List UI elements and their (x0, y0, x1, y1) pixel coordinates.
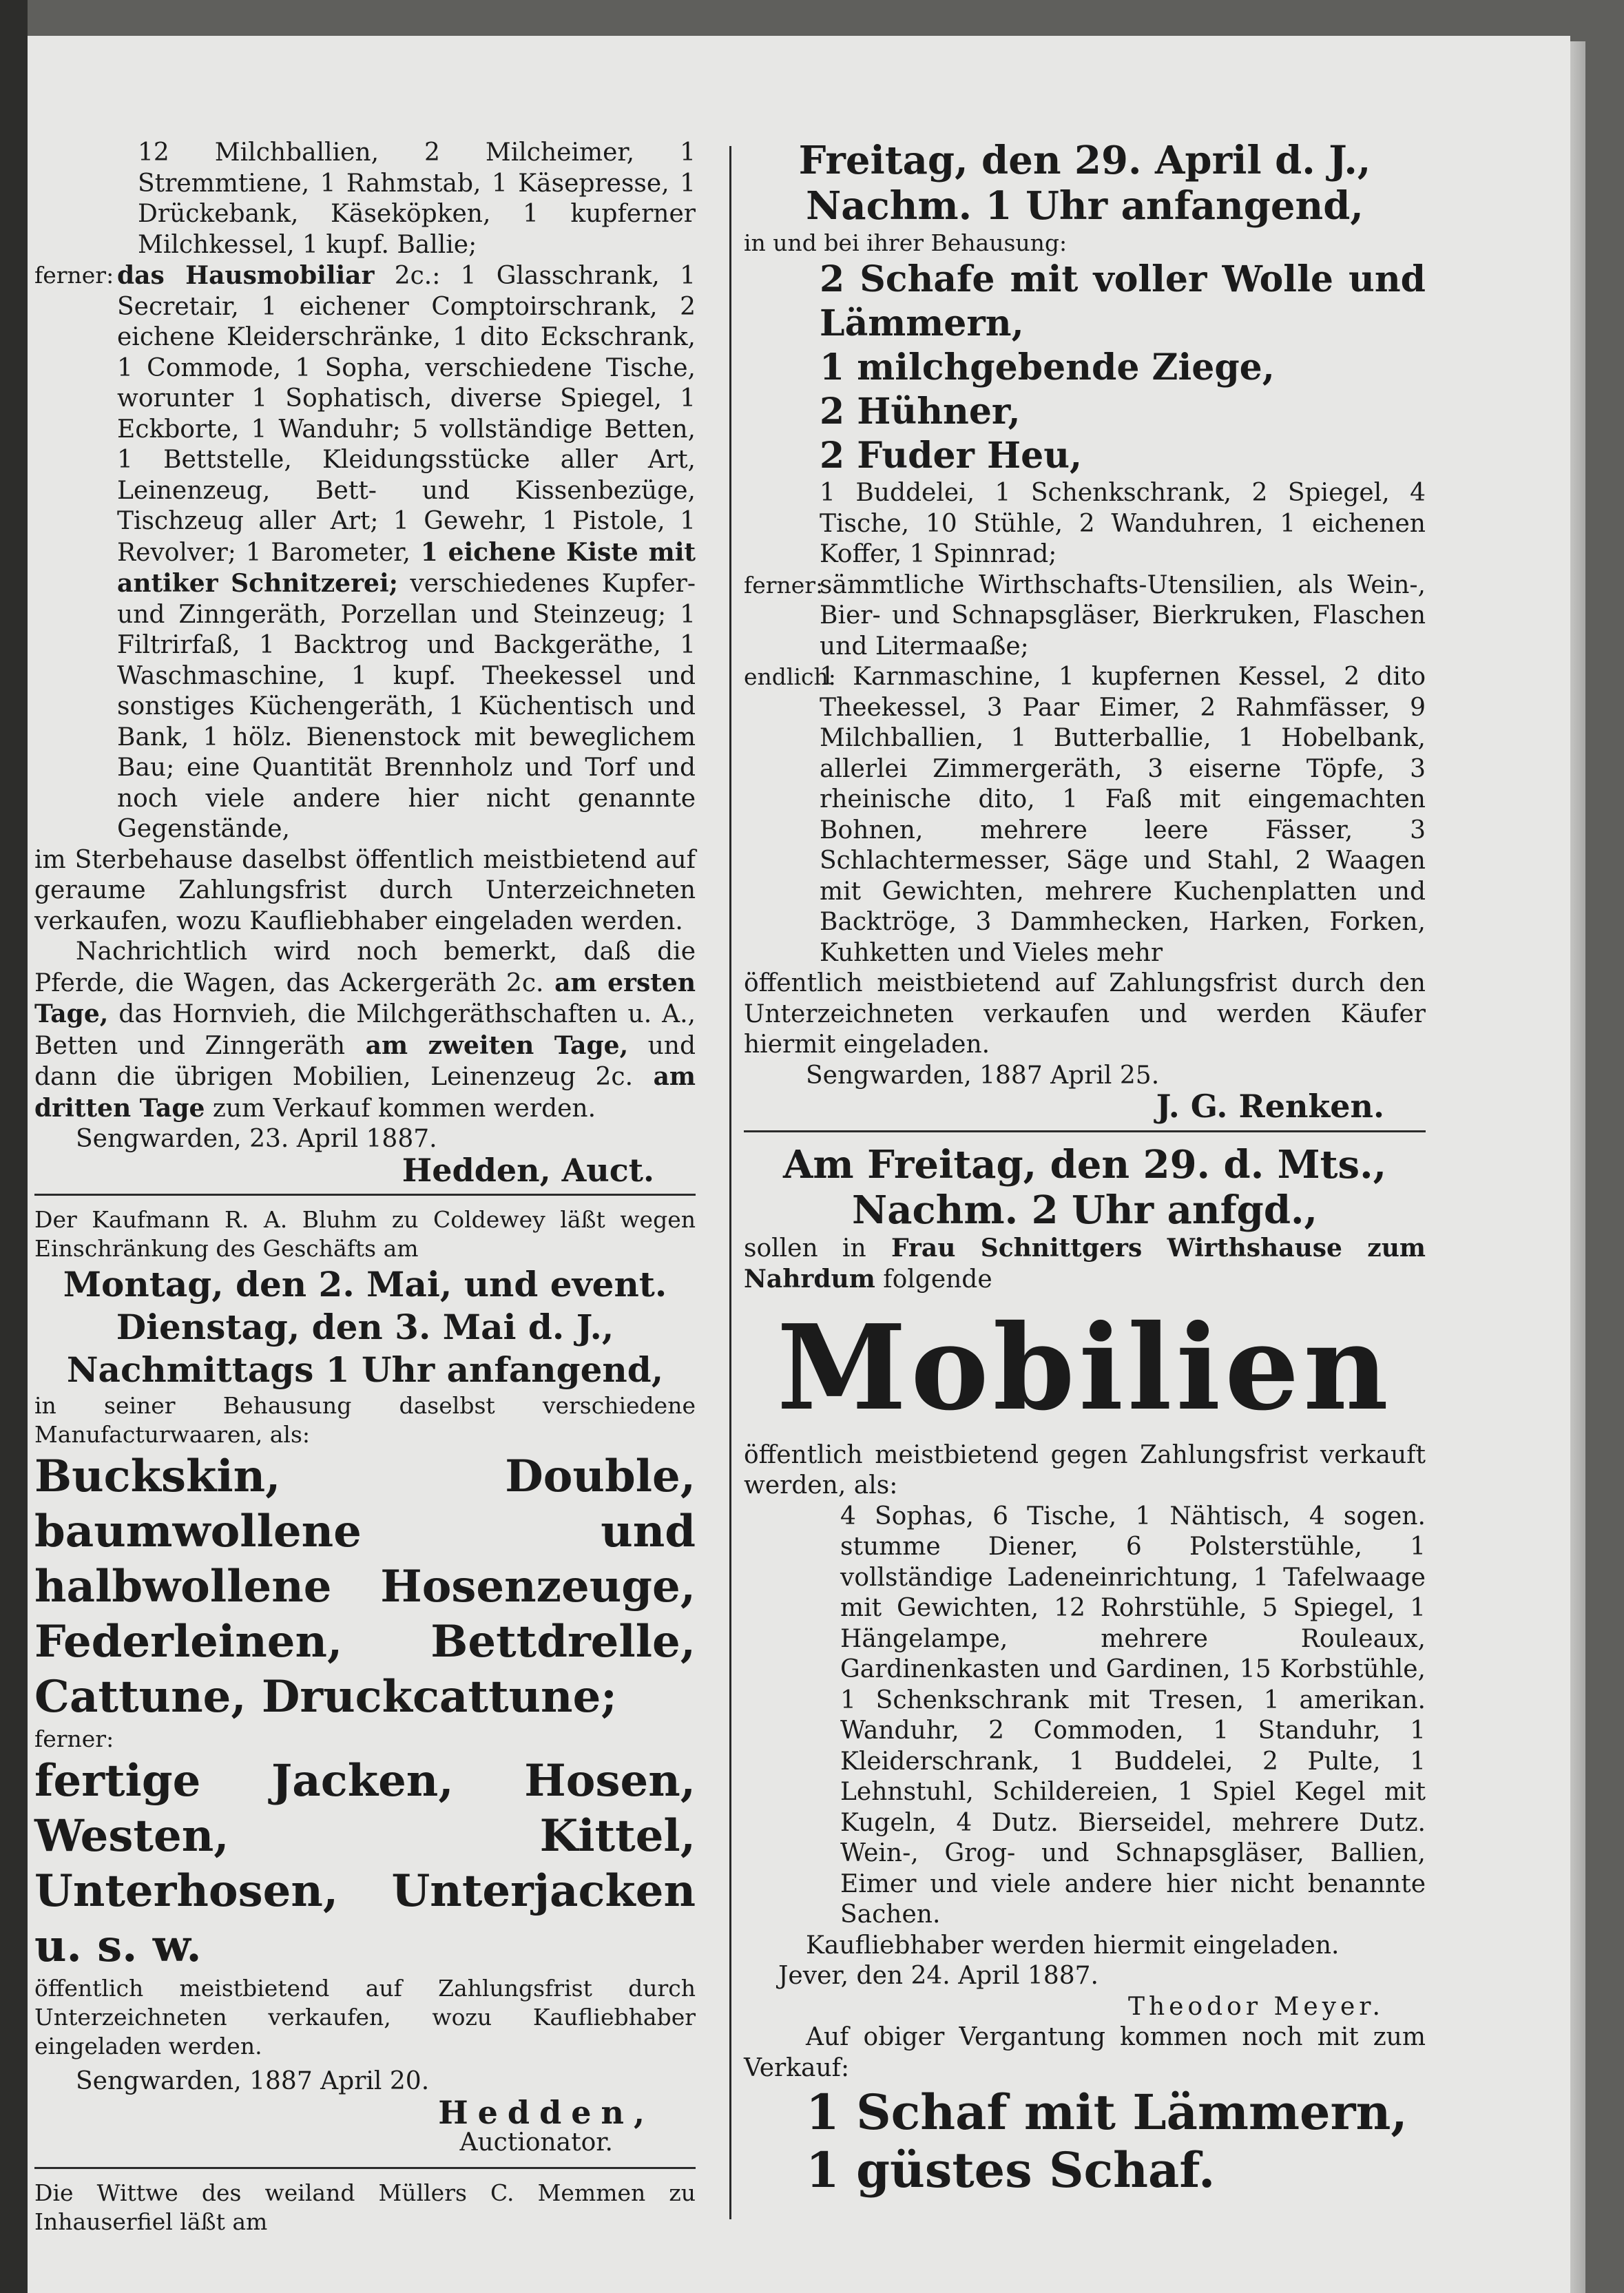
note-c: und dann die übrigen Mobilien, Leinenzeug 2c. (34, 1031, 696, 1091)
ad2-day1: Montag, den 2. Mai, und event. (63, 1264, 667, 1305)
ad-separator (744, 1130, 1426, 1132)
ad2-place: in seiner Behausung daselbst verschiedene Manufacturwaaren, als: (34, 1392, 696, 1448)
ad1-sale: im Sterbehause daselbst öffentlich meistbietend auf geraume Zahlungsfrist durch Unterzeichneten verkaufen, wozu Kaufliebhaber eingeladen werden. (34, 845, 696, 935)
ferner-label: ferner: (744, 571, 824, 599)
ad2-intro: Der Kaufmann R. A. Bluhm zu Coldewey läßt wegen Einschränkung des Geschäfts am (34, 1206, 696, 1262)
r-ad2-extra: Auf obiger Vergantung kommen noch mit zum Verkauf: (744, 2023, 1426, 2082)
ad3-intro: Die Wittwe des weiland Müllers C. Memmen zu Inhauserfiel läßt am (34, 2179, 696, 2235)
ferner-label: ferner: (34, 262, 114, 289)
note-d: zum Verkauf kommen werden. (205, 1094, 596, 1123)
r-ad1-item3: 2 Hühner, (820, 391, 1021, 433)
ad2-goods2: fertige Jacken, Hosen, Westen, Kittel, Unterhosen, Unterjacken u. s. w. (34, 1755, 696, 1972)
ad2-signature: Hedden, (438, 2093, 654, 2131)
r-ad2-date: Jever, den 24. April 1887. (778, 1962, 1099, 1990)
r-ad1-time-line: Nachm. 1 Uhr anfangend, (806, 183, 1364, 229)
r-ad1-place: in und bei ihrer Behausung: (744, 229, 1068, 256)
ad1-signature: Hedden, Auct. (402, 1151, 654, 1189)
note-day3: am dritten Tage (34, 1062, 696, 1123)
previous-page-edge (0, 0, 28, 2293)
note-day1: am ersten Tage, (34, 968, 696, 1028)
note-b: das Hornvieh, die Milchgeräthschaften u. A., Betten und Zinngeräth (34, 1000, 696, 1060)
ad1-date: Sengwarden, 23. April 1887. (76, 1125, 437, 1153)
ad2-time: Nachmittags 1 Uhr anfangend, (66, 1349, 664, 1390)
ad1-items: 12 Milchballien, 2 Milcheimer, 1 Stremmtiene, 1 Rahmstab, 1 Käsepresse, 1 Drückebank, Käseköpken, 1 kupferner Milchkessel, 1 kupf. Ballie; (138, 138, 696, 259)
eichene-kiste: 1 eichene Kiste mit antiker Schnitzerei; (117, 537, 696, 598)
r-ad2-intro (744, 1233, 1426, 1296)
r-ad1-items: 1 Buddelei, 1 Schenkschrank, 2 Spiegel, 4 Tische, 10 Stühle, 2 Wanduhren, 1 eichenen Koffer, 1 Spinnrad; (820, 479, 1426, 568)
r-ad2-time-line: Nachm. 2 Uhr anfgd., (852, 1187, 1318, 1233)
ad-separator (34, 2167, 696, 2169)
newspaper-page (28, 36, 1570, 2293)
intro-b: folgende (875, 1265, 992, 1294)
r-ad1-item4: 2 Fuder Heu, (820, 435, 1083, 477)
ad2-day2: Dienstag, den 3. Mai d. J., (116, 1307, 614, 1347)
r-ad2-headline: Mobilien (777, 1298, 1393, 1437)
r-ad1-item1: 2 Schafe mit voller Wolle und Lämmern, (820, 258, 1426, 344)
note-day2: am zweiten Tage, (345, 1030, 629, 1060)
column-divider (729, 146, 731, 2219)
note-a: Nachrichtlich wird noch bemerkt, daß die Pferde, die Wagen, das Ackergeräth 2c. (34, 937, 696, 997)
r-ad2-invite: Kaufliebhaber werden hiermit eingeladen. (806, 1931, 1340, 1960)
ad1-note (34, 937, 696, 1124)
r-ad1-date-line: Freitag, den 29. April d. J., (798, 138, 1371, 183)
endlich-label: endlich: (744, 663, 836, 690)
r-ad1-item2: 1 milchgebende Ziege, (820, 346, 1275, 388)
ad1-ferner (34, 260, 696, 845)
ad2-goods1: Buckskin, Double, baumwollene und halbwollene Hosenzeuge, Federleinen, Bettdrelle, Cattune, Druckcattune; (34, 1451, 696, 1723)
r-ad1-ferner (744, 570, 1426, 663)
ad2-date: Sengwarden, 1887 April 20. (76, 2067, 430, 2095)
ad1-ferner-text1: 2c.: 1 Glasschrank, 1 Secretair, 1 eichener Comptoirschrank, 2 eichene Kleiderschränke, 1 dito Eckschrank, 1 Commode, 1 Sopha, verschiedene Tische, worunter 1 Sophatisch, diverse Spiegel, 1 Eckborte, 1 Wanduhr; 5 vollständige Betten, 1 Bettstelle, Kleidungsstücke aller Art, Leinenzeug, Bett- und Kissenbezüge, Tischzeug aller Art; 1 Gewehr, 1 Pistole, 1 Revolver; 1 Barometer, (117, 262, 696, 567)
r-ad1-endlich (744, 662, 1426, 968)
right-column (744, 138, 1426, 2199)
r-ad2-signature: Theodor Meyer. (1127, 1992, 1384, 2021)
ad1-ferner-text (117, 260, 696, 845)
r-ad2-sale: öffentlich meistbietend gegen Zahlungsfrist verkauft werden, als: (744, 1440, 1426, 1500)
ad2-ferner-label: ferner: (34, 1725, 114, 1752)
ad2-sale: öffentlich meistbietend auf Zahlungsfrist durch Unterzeichneten verkaufen, wozu Kaufliebhaber eingeladen werden. (34, 1975, 696, 2059)
ad1-ferner-text2: verschiedenes Kupfer- und Zinngeräth, Porzellan und Steinzeug; 1 Filtrirfaß, 1 Backtrog und Backgeräthe, 1 Waschmaschine, 1 kupf. Theekessel und sonstiges Küchengeräth, 1 Küchentisch und Bank, 1 hölz. Bienenstock mit beweglichem Bau; eine Quantität Brennholz und Torf und noch viele andere hier nicht genannte Gegenstände, (117, 570, 696, 843)
ad-separator (34, 1194, 696, 1196)
r-ad1-sale: öffentlich meistbietend auf Zahlungsfrist durch den Unterzeichneten verkaufen und werden Käufer hiermit eingeladen. (744, 969, 1426, 1059)
r-ad2-date-line: Am Freitag, den 29. d. Mts., (782, 1141, 1387, 1187)
intro-a: sollen in (744, 1234, 866, 1263)
r-ad1-date: Sengwarden, 1887 April 25. (806, 1061, 1160, 1090)
ad2-signature-title: Auctionator. (459, 2128, 613, 2157)
r-ad1-highlights (744, 258, 1426, 570)
hausmobiliar-label: das Hausmobiliar (117, 261, 375, 290)
r-ad1-signature: J. G. Renken. (1156, 1088, 1384, 1125)
r-ad1-ferner-text: sämmtliche Wirthschafts-Utensilien, als Wein-, Bier- und Schnapsgläser, Bierkruken, Flaschen und Litermaaße; (820, 570, 1426, 661)
r-ad2-items: 4 Sophas, 6 Tische, 1 Nähtisch, 4 sogen. stumme Diener, 6 Polsterstühle, 1 vollständige Ladeneinrichtung, 1 Tafelwaage mit Gewichten, 12 Rohrstühle, 5 Spiegel, 1 Hängelampe, mehrere Rouleaux, Gardinenkasten und Gardinen, 15 Korbstühle, 1 Schenkschrank mit Tresen, 1 amerikan. Wanduhr, 2 Commoden, 1 Standuhr, 1 Kleiderschrank, 1 Buddelei, 2 Pulte, 1 Lehnstuhl, Schildereien, 1 Spiel Kegel mit Kugeln, 4 Dutz. Bierseidel, mehrere Dutz. Wein-, Grog- und Schnapsgläser, Ballien, Eimer und viele andere hier nicht benannte Sachen. (840, 1502, 1426, 1929)
intro-wirthshaus: Frau Schnittgers Wirthshause zum Nahrdum (744, 1233, 1426, 1294)
r-ad2-extra2: 1 güstes Schaf. (806, 2141, 1216, 2199)
r-ad1-endlich-text: 1 Karnmaschine, 1 kupfernen Kessel, 2 dito Theekessel, 3 Paar Eimer, 2 Rahmfässer, 9 Milchballien, 1 Butterballie, 1 Hobelbank, allerlei Zimmergeräth, 3 eiserne Töpfe, 3 rheinische dito, 1 Faß mit eingemachten Bohnen, mehrere leere Fässer, 3 Schlachtermesser, Säge und Stahl, 2 Waagen mit Gewichten, mehrere Kuchenplatten und Backtröge, 3 Dammhecken, Harken, Forken, Kuhketten und Vieles mehr (820, 663, 1426, 967)
left-column (34, 138, 696, 2237)
r-ad2-extra1: 1 Schaf mit Lämmern, (806, 2084, 1408, 2141)
